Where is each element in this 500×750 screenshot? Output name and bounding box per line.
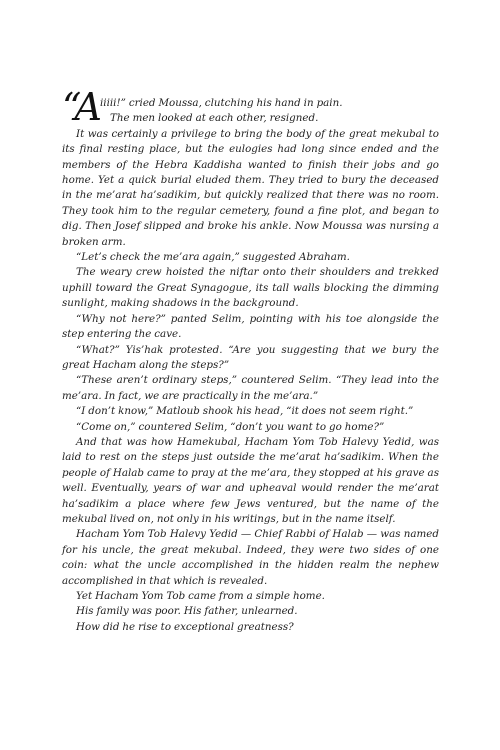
drop-cap: “A [62, 85, 100, 129]
paragraph: “Why not here?” panted Selim, pointing with his toe alongside the step entering the cave. [62, 312, 439, 341]
paragraph: How did he rise to exceptional greatness? [76, 620, 294, 633]
paragraph: “Come on,” countered Selim, “don’t you want to go home?” [76, 420, 385, 433]
paragraph: “I don’t know,” Matloub shook his head, “it does not seem right.” [76, 405, 414, 418]
paragraph: “Let’s check the me’ara again,” suggested Abraham. [76, 251, 350, 264]
paragraph: And that was how Hamekubal, Hacham Yom Tob Halevy Yedid, was laid to rest on the steps just outside the me’arat ha’sadikim. When the people of Halab came to pray at the me’ara, they stopped at his grave as well. Eventually, years of war and upheaval would render the me’arat ha’sadikim a place where few Jews ventured, but the name of the mekubal lived on, not only in his writings, but in the name itself. [62, 435, 439, 525]
paragraph: It was certainly a privilege to bring the body of the great mekubal to its final resting place, but the eulogies had long since ended and the members of the Hebra Kaddisha wanted to finish their jobs and go home. Yet a quick burial eluded them. They tried to bury the deceased in the me’arat ha’sadikim, but quickly realized that there was no room. They took him to the regular cemetery, found a fine plot, and began to dig. Then Josef slipped and broke his ankle. Now Moussa was nursing a broken arm. [62, 127, 439, 248]
paragraph: “What?” Yis’hak protested. “Are you suggesting that we bury the great Hacham along the steps?” [62, 343, 439, 371]
page-body [62, 85, 439, 635]
paragraph: “These aren’t ordinary steps,” countered Selim. “They lead into the me’ara. In fact, we are practically in the me’ara.” [62, 374, 439, 402]
paragraph: The weary crew hoisted the niftar onto their shoulders and trekked uphill toward the Great Synagogue, its tall walls blocking the dimming sunlight, making shadows in the background. [62, 266, 439, 310]
paragraph: Yet Hacham Yom Tob came from a simple home. [76, 590, 325, 602]
paragraph: His family was poor. His father, unlearned. [76, 605, 298, 618]
paragraph: Hacham Yom Tob Halevy Yedid — Chief Rabbi of Halab — was named for his uncle, the great mekubal. Indeed, they were two sides of one coin: what the uncle accomplished in the hidden realm the nephew accomplished in that which is revealed. [62, 528, 439, 587]
opening-line-1: iiiii!” cried Moussa, clutching his hand in pain. [100, 97, 343, 109]
opening-paragraph [62, 85, 439, 129]
opening-line-2: The men looked at each other, resigned. [110, 112, 319, 125]
